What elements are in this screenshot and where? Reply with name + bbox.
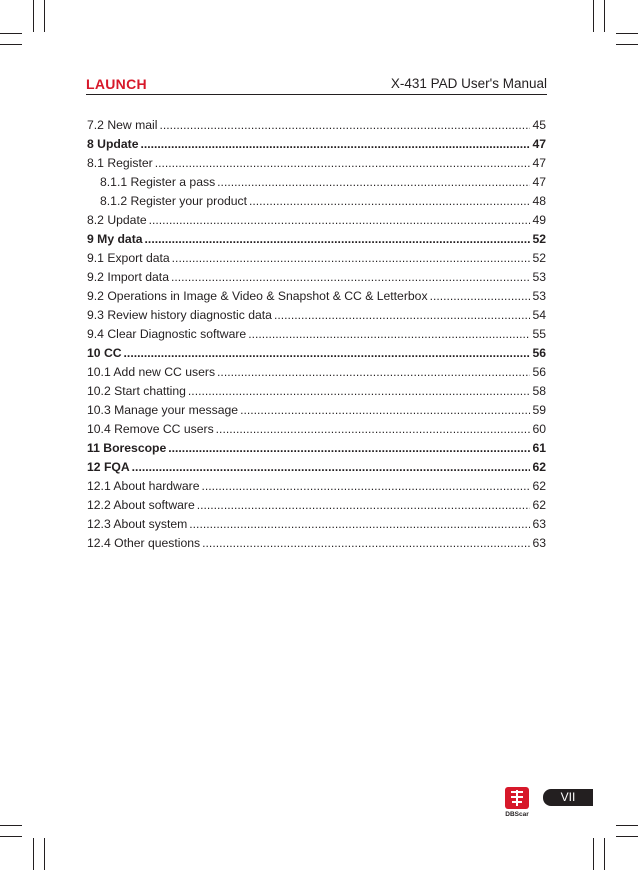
- crop-mark: [616, 825, 638, 826]
- toc-entry-label: 12.4 Other questions: [87, 536, 201, 550]
- crop-mark: [0, 836, 22, 837]
- toc-entry-label: 8.1.2 Register your product: [100, 194, 248, 208]
- toc-entry[interactable]: [87, 194, 546, 209]
- toc-entry-label: 8.2 Update: [87, 213, 147, 227]
- toc-entry-label: 9.2 Import data: [87, 270, 169, 284]
- toc-entry-page: 63: [532, 536, 546, 550]
- toc-entry[interactable]: [87, 422, 546, 437]
- toc-entry-label: 9 My data: [87, 232, 143, 246]
- toc-leader-dots: [149, 213, 531, 228]
- toc-leader-dots: [202, 536, 530, 551]
- toc-entry[interactable]: [87, 270, 546, 285]
- toc-entry[interactable]: [87, 384, 546, 399]
- toc-entry-page: 56: [532, 346, 546, 360]
- toc-entry-label: 12.3 About system: [87, 517, 188, 531]
- toc-entry[interactable]: [87, 289, 546, 304]
- toc-leader-dots: [274, 308, 530, 323]
- toc-leader-dots: [132, 460, 531, 475]
- toc-entry-label: 12.1 About hardware: [87, 479, 200, 493]
- toc-entry[interactable]: [87, 498, 546, 513]
- toc-leader-dots: [145, 232, 531, 247]
- toc-entry[interactable]: [87, 175, 546, 190]
- toc-entry[interactable]: [87, 137, 546, 152]
- crop-mark: [616, 33, 638, 34]
- toc-entry-page: 58: [532, 384, 546, 398]
- crop-mark: [0, 44, 22, 45]
- crop-mark: [44, 0, 45, 32]
- table-of-contents: [87, 118, 546, 555]
- toc-leader-dots: [188, 384, 531, 399]
- toc-entry[interactable]: [87, 517, 546, 532]
- toc-leader-dots: [159, 118, 530, 133]
- crop-mark: [44, 838, 45, 870]
- toc-entry[interactable]: [87, 365, 546, 380]
- toc-leader-dots: [217, 175, 530, 190]
- toc-entry-page: 53: [532, 270, 546, 284]
- dbscar-logo-icon: [503, 786, 531, 818]
- toc-entry-page: 45: [532, 118, 546, 132]
- toc-leader-dots: [249, 194, 530, 209]
- toc-entry-page: 47: [532, 137, 546, 151]
- toc-entry-label: 8.1 Register: [87, 156, 153, 170]
- toc-entry-label: 10.3 Manage your message: [87, 403, 239, 417]
- toc-entry-page: 47: [532, 175, 546, 189]
- toc-entry-page: 60: [532, 422, 546, 436]
- toc-entry-page: 62: [532, 498, 546, 512]
- toc-entry[interactable]: [87, 327, 546, 342]
- toc-leader-dots: [168, 441, 530, 456]
- toc-leader-dots: [172, 251, 531, 266]
- toc-leader-dots: [240, 403, 530, 418]
- toc-leader-dots: [155, 156, 531, 171]
- toc-entry-label: 10.2 Start chatting: [87, 384, 186, 398]
- toc-entry-page: 52: [532, 232, 546, 246]
- toc-leader-dots: [197, 498, 531, 513]
- toc-leader-dots: [189, 517, 530, 532]
- toc-entry-page: 62: [532, 460, 546, 474]
- toc-entry-page: 54: [532, 308, 546, 322]
- toc-leader-dots: [140, 137, 530, 152]
- toc-entry-label: 12.2 About software: [87, 498, 195, 512]
- toc-entry-label: 9.3 Review history diagnostic data: [87, 308, 272, 322]
- toc-entry[interactable]: [87, 479, 546, 494]
- toc-entry-page: 56: [532, 365, 546, 379]
- toc-leader-dots: [217, 365, 530, 380]
- toc-leader-dots: [171, 270, 530, 285]
- toc-entry[interactable]: [87, 251, 546, 266]
- crop-mark: [33, 0, 34, 32]
- toc-entry-label: 9.1 Export data: [87, 251, 170, 265]
- crop-mark: [33, 838, 34, 870]
- toc-entry-label: 9.2 Operations in Image & Video & Snapshot & CC & Letterbox: [87, 289, 428, 303]
- toc-entry-page: 53: [532, 289, 546, 303]
- toc-entry-page: 55: [532, 327, 546, 341]
- toc-leader-dots: [124, 346, 531, 361]
- crop-mark: [616, 44, 638, 45]
- crop-mark: [593, 838, 594, 870]
- toc-entry-label: 8.1.1 Register a pass: [100, 175, 216, 189]
- toc-entry-page: 47: [532, 156, 546, 170]
- toc-leader-dots: [248, 327, 530, 342]
- brand-logo-text: LAUNCH: [86, 76, 147, 92]
- toc-leader-dots: [216, 422, 531, 437]
- toc-entry[interactable]: [87, 346, 546, 361]
- toc-entry[interactable]: [87, 118, 546, 133]
- crop-mark: [593, 0, 594, 32]
- toc-entry[interactable]: [87, 156, 546, 171]
- crop-mark: [604, 0, 605, 32]
- logo-caption: DBScar: [505, 811, 529, 818]
- crop-mark: [0, 33, 22, 34]
- crop-mark: [604, 838, 605, 870]
- toc-entry[interactable]: [87, 441, 546, 456]
- toc-entry-page: 61: [532, 441, 546, 455]
- toc-entry[interactable]: [87, 232, 546, 247]
- toc-leader-dots: [201, 479, 530, 494]
- toc-entry-label: 7.2 New mail: [87, 118, 158, 132]
- toc-entry[interactable]: [87, 460, 546, 475]
- toc-entry-label: 8 Update: [87, 137, 139, 151]
- toc-entry[interactable]: [87, 536, 546, 551]
- toc-entry-label: 9.4 Clear Diagnostic software: [87, 327, 247, 341]
- toc-entry[interactable]: [87, 308, 546, 323]
- manual-title: X-431 PAD User's Manual: [390, 76, 547, 91]
- crop-mark: [0, 825, 22, 826]
- toc-entry-label: 10 CC: [87, 346, 122, 360]
- toc-entry-page: 52: [532, 251, 546, 265]
- toc-entry-page: 63: [532, 517, 546, 531]
- toc-entry-page: 59: [532, 403, 546, 417]
- toc-entry-page: 49: [532, 213, 546, 227]
- toc-entry-label: 12 FQA: [87, 460, 130, 474]
- crop-mark: [616, 836, 638, 837]
- toc-entry-page: 62: [532, 479, 546, 493]
- toc-leader-dots: [430, 289, 531, 304]
- toc-entry[interactable]: [87, 213, 546, 228]
- toc-entry-label: 10.1 Add new CC users: [87, 365, 216, 379]
- page-number-badge: VII: [543, 789, 593, 806]
- toc-entry-label: 11 Borescope: [87, 441, 167, 455]
- toc-entry-label: 10.4 Remove CC users: [87, 422, 214, 436]
- toc-entry-page: 48: [532, 194, 546, 208]
- toc-entry[interactable]: [87, 403, 546, 418]
- page-header: [86, 76, 547, 95]
